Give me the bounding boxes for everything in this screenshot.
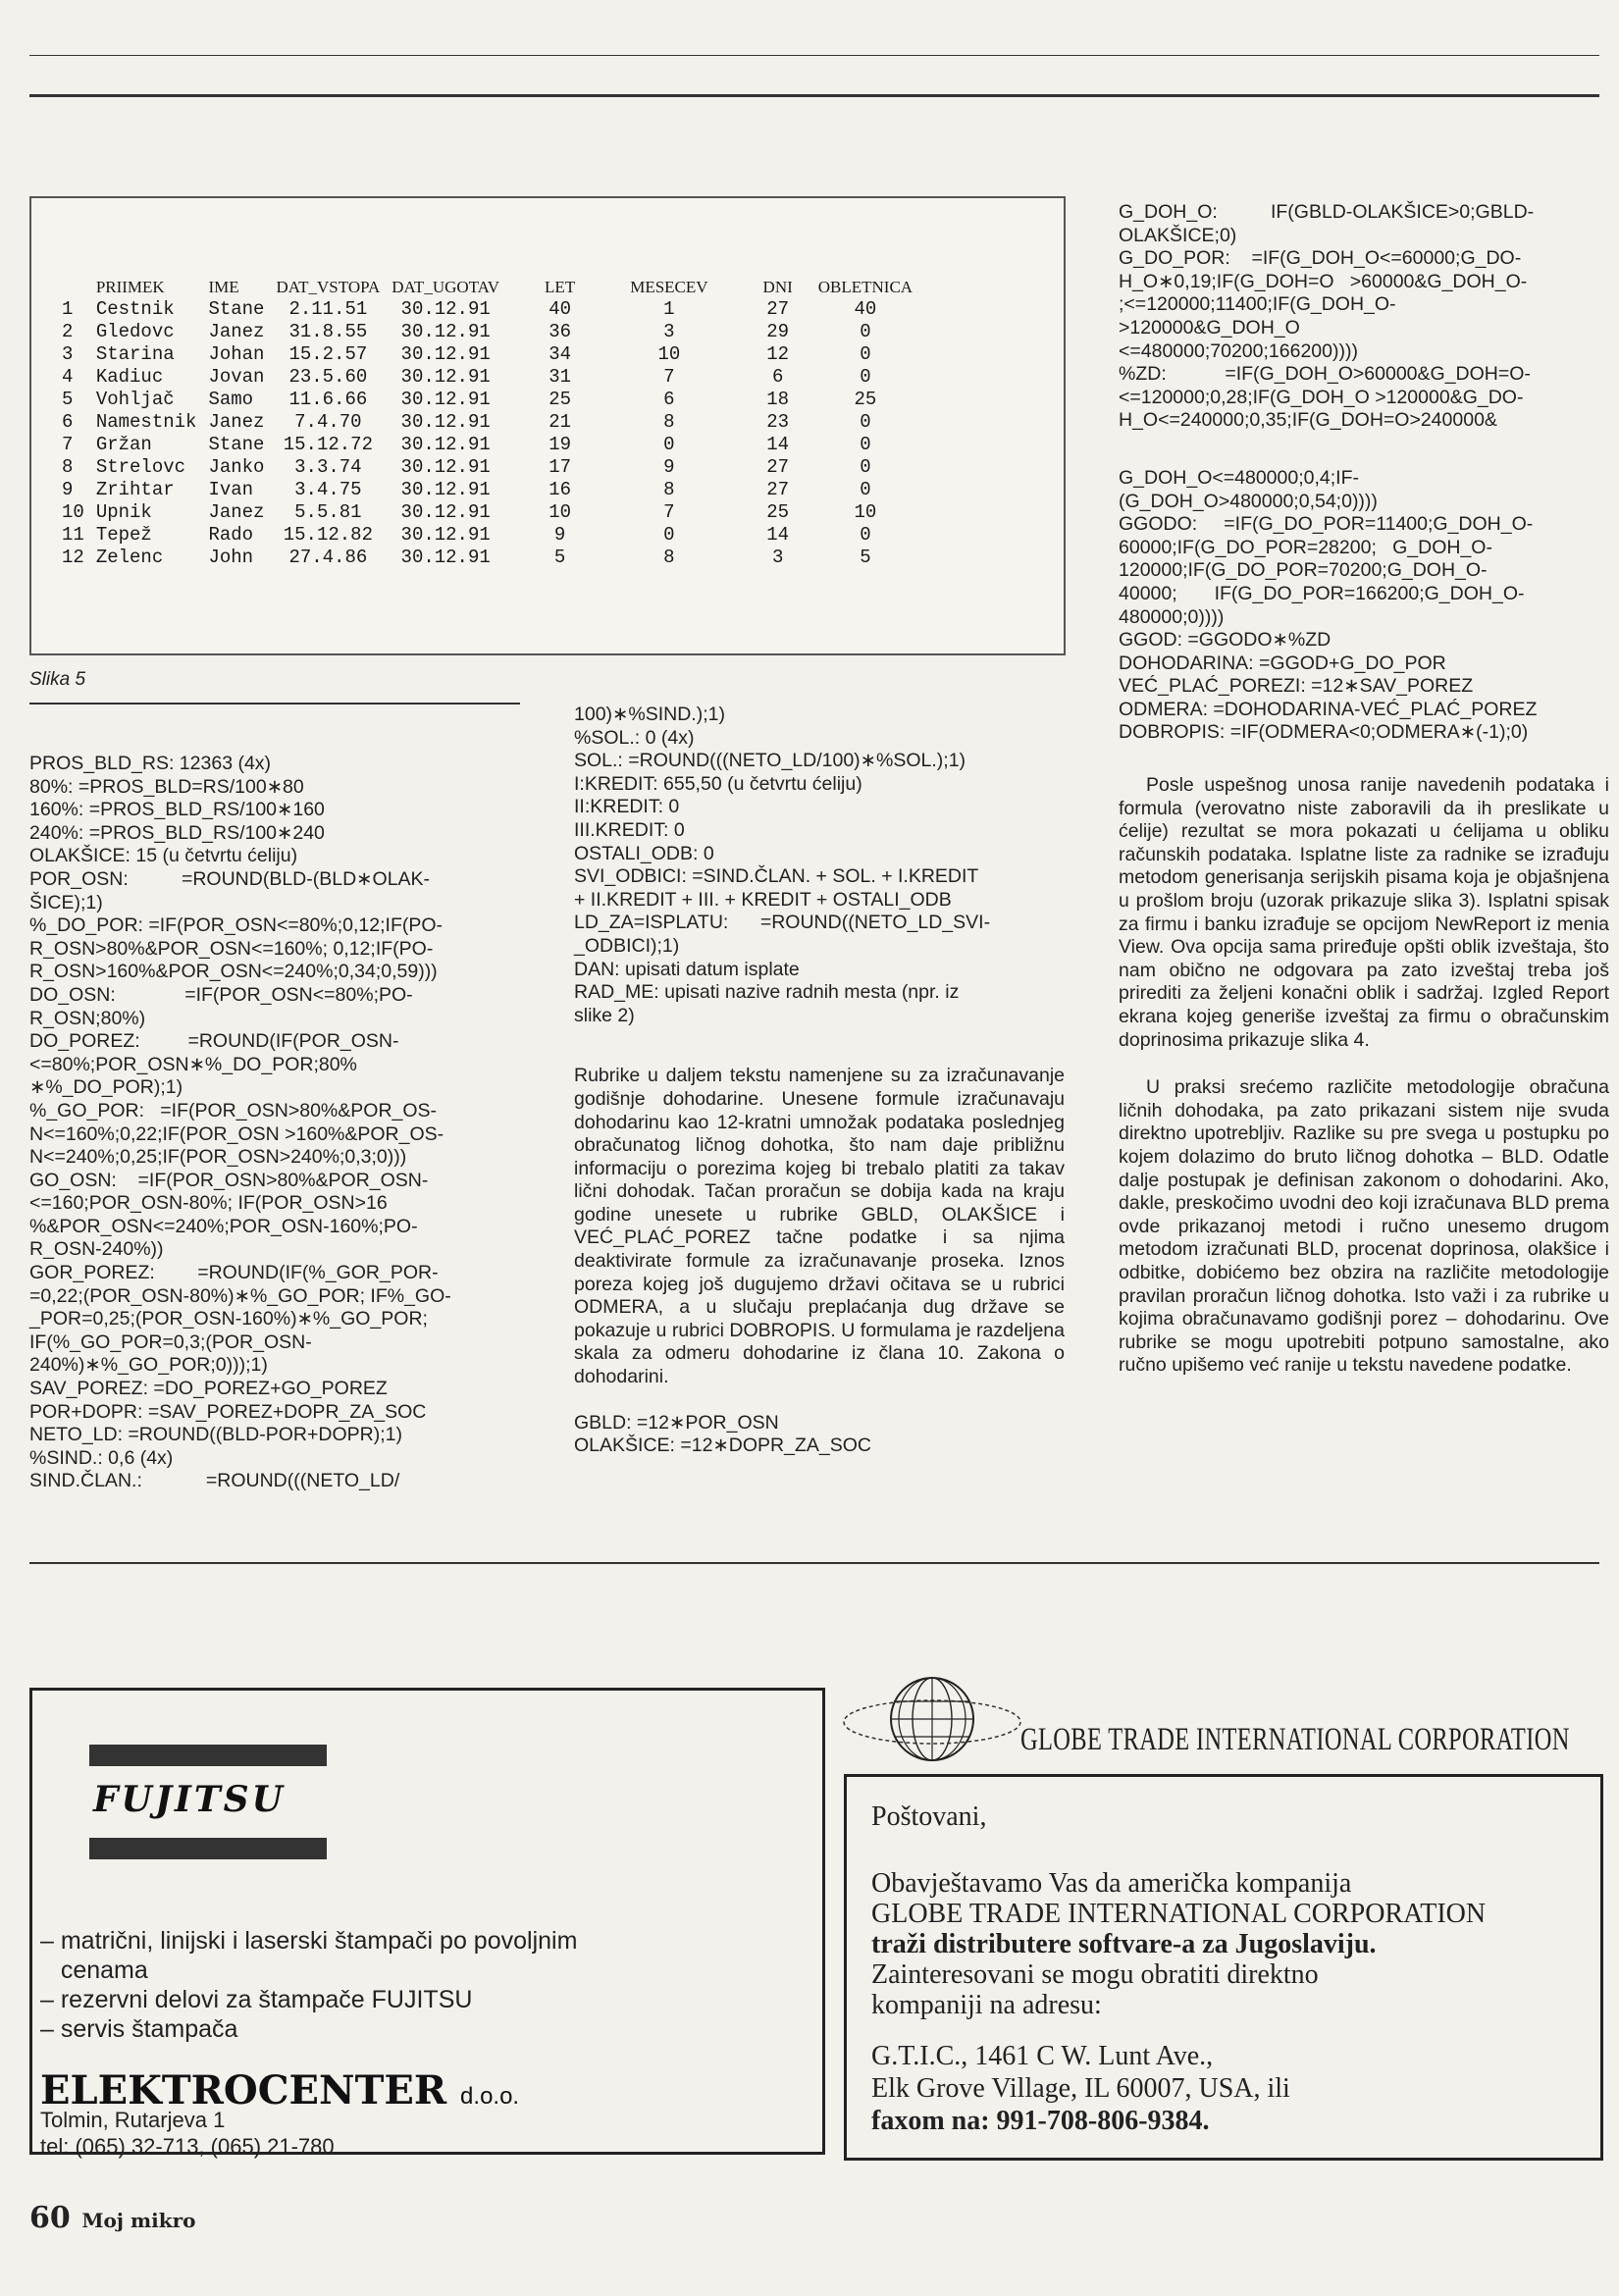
table-cell: 7 [663, 501, 675, 523]
table-cell: 10 [657, 343, 681, 365]
table-cell: Zrihtar [95, 479, 175, 500]
col-header-mesecev: MESECEV [630, 278, 708, 296]
table-row [56, 524, 918, 547]
formula-line: G_DOH_O: IF(GBLD-OLAKŠICE>0;GBLD- [1119, 201, 1535, 223]
formula-line: ∗%_DO_POR);1) [29, 1076, 183, 1099]
table-row [56, 501, 918, 524]
formula-line: %_DO_POR: =IF(POR_OSN<=80%;0,12;IF(PO- [29, 914, 444, 937]
table-cell: 6 [663, 389, 675, 410]
table-cell: 8 [663, 411, 675, 433]
table-cell: 3.3.74 [294, 456, 362, 478]
globe-address-1: G.T.I.C., 1461 C W. Lunt Ave., [871, 2041, 1214, 2071]
formula-line: PROS_BLD_RS: 12363 (4x) [29, 753, 272, 774]
table-cell: 40 [854, 298, 877, 320]
elektrocenter-phone: tel: (065) 32-713, (065) 21-780 [40, 2134, 335, 2159]
formula-line: <=120000;0,28;IF(G_DOH_O >120000&G_DO- [1119, 386, 1524, 408]
elektrocenter-name [40, 2067, 519, 2113]
formula-line: ODMERA: =DOHODARINA-VEĆ_PLAĆ_POREZ [1119, 698, 1538, 720]
formula-line: DOBROPIS: =IF(ODMERA<0;ODMERA∗(-1);0) [1119, 721, 1529, 744]
table-cell: 0 [860, 479, 871, 500]
formula-line: R_OSN>160%&POR_OSN<=240%;0,34;0,59))) [29, 961, 438, 983]
table-cell: 8 [663, 479, 675, 500]
table-cell: 23.5.60 [288, 366, 368, 388]
table-cell: Upnik [95, 501, 152, 523]
formula-line: 40000; IF(G_DO_POR=166200;G_DOH_O- [1119, 582, 1525, 604]
column-3-paragraph-1: Posle uspešnog unosa ranije navedenih podataka i formula (verovatno niste zaboravili da ih preslikate u ćelije) rezultat se mora pokazati u ćelijama u obliku računskih podataka. Isplatne liste za radnike se izrađuju metodom generisanja serijskih pisama koja je objašnjena u prošlom broju (uzorak prikazuje slika 3). Isplatni spisak za firmu i banku izrađuje se opcijom NewReport iz menia View. Ova opcija sama priređuje opšti oblik izveštaja, što nam obično ne odgovara pa zato izveštaj treba još prirediti za željeni konačni oblik i sadržaj. Izgled Report ekrana kojeg generiše izveštaj za firmu o obračunskim doprinosima prikazuje slika 4. [1119, 774, 1615, 1051]
table-cell: 14 [766, 524, 790, 546]
table-cell: Namestnik [95, 411, 197, 433]
formula-line: >120000&G_DOH_O [1119, 316, 1300, 339]
table-cell: 5 [860, 547, 871, 568]
formula-line: POR_OSN: =ROUND(BLD-(BLD∗OLAK- [29, 867, 431, 890]
table-cell: 0 [663, 524, 675, 546]
column-3 [1119, 201, 1615, 1378]
formula-line: GGOD: =GGODO∗%ZD [1119, 629, 1332, 652]
formula-line: + II.KREDIT + III. + KREDIT + OSTALI_ODB [574, 888, 952, 911]
globe-body [871, 1868, 1588, 2020]
formula-line: OLAKŠICE;0) [1119, 224, 1237, 246]
table-figure [29, 196, 1066, 655]
elektrocenter-address: Tolmin, Rutarjeva 1 [40, 2108, 226, 2132]
table-cell: 30.12.91 [400, 456, 491, 478]
formula-line: I:KREDIT: 655,50 (u četvrtu ćeliju) [574, 772, 862, 795]
table-cell: 3 [663, 321, 675, 342]
formula-line: 480000;0)))) [1119, 605, 1225, 628]
formula-line: H_O<=240000;0,35;IF(G_DOH=O>240000& [1119, 409, 1497, 432]
table-cell: 30.12.91 [400, 524, 491, 546]
top-rule-thin [29, 55, 1599, 56]
table-cell: Gledovc [95, 321, 175, 342]
formula-line: G_DOH_O<=480000;0,4;IF- [1119, 466, 1359, 489]
table-cell: 30.12.91 [400, 547, 491, 568]
table-cell: 25 [854, 389, 877, 410]
formula-line: _POR=0,25;(POR_OSN-160%)∗%_GO_POR; [29, 1308, 428, 1331]
table-cell: 8 [663, 547, 675, 568]
column-3-paragraph-2: U praksi srećemo različite metodologije obračuna ličnih dohodaka, pa zato prikazani sistem nije svuda direktno upotrebljiv. Razlike su pre svega u postupku po kojem dolazimo do bruto ličnog dohotka – BLD. Odatle dalje postupak je definisan zakonom o dohodarini. Ako, dakle, preskočimo uvodni deo koji izračunava BLD prema ovde prikazanoj metodi i ručno unesemo drugom metodom izračunati BLD, procenat doprinosa, olakšice i odbitke, dobićemo bez obzira na različite metodologije pravilan proračun ličnog dohotka. Isto važi i za rubrike u kojima obračunavamo godišnji porez – dohodarinu. Ove rubrike se mogu upotrebiti potpuno samostalne, ako ručno upišemo već ranije u tekstu navedene podatke. [1119, 1076, 1615, 1377]
formula-line: R_OSN-240%)) [29, 1238, 164, 1261]
column-2 [574, 704, 1071, 1458]
table-cell: 30.12.91 [400, 366, 491, 388]
table-cell: 30.12.91 [400, 321, 491, 342]
formula-line: 100)∗%SIND.);1) [574, 704, 725, 725]
table-cell: 40 [548, 298, 572, 320]
table-row [56, 366, 918, 389]
table-row [56, 411, 918, 434]
formula-line: DOHODARINA: =GGOD+G_DO_POR [1119, 652, 1446, 674]
col-header-index [56, 277, 90, 298]
formula-line: H_O∗0,19;IF(G_DOH=O >60000&G_DOH_O- [1119, 270, 1528, 292]
table-cell: 30.12.91 [400, 501, 491, 523]
formula-line: R_OSN;80%) [29, 1007, 146, 1029]
table-cell: 4 [62, 366, 74, 388]
column-2-paragraph: Rubrike u daljem tekstu namenjene su za izračunavanje godišnje dohodarine. Unesene formule izračunavaju dohodarinu kao 12-kratni umnožak podataka poslednjeg obračunatog ličnog dohotka, što nam daje približnu informaciju o porezima kojeg bi trebalo platiti za takav lični dohodak. Tačan proračun se dobija kada na kraju godine unesete u rubrike GBLD, OLAKŠICE i VEĆ_PLAĆ_POREZ tačne podatke i sa njima deaktivirate formule za izračunavanje proseka. Iznos poreza kojeg još dugujemo državi očitava se u rubrici ODMERA, a u slučaju preplaćanja dug države se pokazuje u rubrici DOBROPIS. U formulama je razdeljena skala za odmeru dohodarine iz člana 10. Zakona o dohodarini. [574, 1065, 1071, 1388]
table-cell: 15.12.82 [283, 524, 373, 546]
table-cell: 25 [548, 389, 572, 410]
table-cell: 1 [663, 298, 675, 320]
table-cell: 27 [766, 479, 790, 500]
table-cell: 9 [553, 524, 566, 546]
formula-line: 80%: =PROS_BLD=RS/100∗80 [29, 775, 304, 798]
table-cell: 0 [860, 456, 871, 478]
formula-line: GBLD: =12∗POR_OSN [574, 1411, 779, 1434]
col-header-dat-ugotav: DAT_UGOTAV [392, 278, 500, 296]
table-cell: Cestnik [95, 298, 175, 320]
formula-line: 120000;IF(G_DO_POR=70200;G_DOH_O- [1119, 559, 1488, 582]
fujitsu-ad [29, 1688, 825, 2159]
table-cell: 10 [62, 501, 84, 523]
table-cell: Ivan [208, 479, 254, 500]
col-header-dni: DNI [762, 278, 793, 296]
table-cell: 30.12.91 [400, 434, 491, 455]
table-cell: 10 [854, 501, 877, 523]
formula-line: SAV_POREZ: =DO_POREZ+GO_POREZ [29, 1378, 388, 1400]
formula-line: (G_DOH_O>480000;0,54;0)))) [1119, 490, 1378, 512]
table-cell: 27 [766, 456, 790, 478]
formula-line: NETO_LD: =ROUND((BLD-POR+DOPR);1) [29, 1424, 402, 1446]
column-3-formulas-b [1119, 467, 1609, 745]
formula-line: 160%: =PROS_BLD_RS/100∗160 [29, 799, 325, 821]
table-row [56, 479, 918, 501]
table-cell: Janko [208, 456, 265, 478]
table-cell: 15.12.72 [283, 434, 373, 455]
table-cell: 30.12.91 [400, 411, 491, 433]
table-cell: 2.11.51 [288, 298, 368, 320]
formula-line: RAD_ME: upisati nazive radnih mesta (npr. iz [574, 981, 960, 1004]
formula-line: %SOL.: 0 (4x) [574, 726, 695, 749]
formula-line: _ODBICI);1) [574, 934, 680, 957]
table-cell: Stane [208, 434, 265, 455]
formula-line: =0,22;(POR_OSN-80%)∗%_GO_POR; IF%_GO- [29, 1284, 451, 1307]
formula-line: OLAKŠICE: 15 (u četvrtu ćeliju) [29, 845, 298, 867]
table-cell: 5.5.81 [294, 501, 362, 523]
formula-line: IF(%_GO_POR=0,3;(POR_OSN- [29, 1331, 312, 1353]
table-cell: 8 [62, 456, 74, 478]
formula-line: G_DO_POR: =IF(G_DOH_O<=60000;G_DO- [1119, 247, 1522, 270]
table-cell: 0 [860, 411, 871, 433]
table-cell: 9 [62, 479, 74, 500]
formula-line: 240%: =PROS_BLD_RS/100∗240 [29, 821, 325, 844]
table-cell: 0 [860, 321, 871, 342]
formula-line: %SIND.: 0,6 (4x) [29, 1446, 174, 1469]
table-cell: 0 [860, 366, 871, 388]
globe-greeting: Poštovani, [871, 1801, 987, 1832]
formula-line: DO_OSN: =IF(POR_OSN<=80%;PO- [29, 983, 413, 1006]
globe-address [871, 2040, 1588, 2137]
top-rule-thick [29, 94, 1599, 97]
table-cell: 12 [62, 547, 84, 568]
table-cell: Stane [208, 298, 265, 320]
table-row [56, 547, 918, 569]
table-cell: 0 [860, 343, 871, 365]
table-cell: 30.12.91 [400, 389, 491, 410]
fujitsu-bar-bottom [89, 1838, 327, 1859]
formula-line: R_OSN>80%&POR_OSN<=160%; 0,12;IF(PO- [29, 937, 434, 960]
table-cell: 25 [766, 501, 790, 523]
table-row [56, 456, 918, 479]
table-cell: 0 [860, 434, 871, 455]
formula-line: GOR_POREZ: =ROUND(IF(%_GOR_POR- [29, 1262, 439, 1284]
col-header-ime: IME [208, 278, 239, 296]
table-cell: Zelenc [95, 547, 164, 568]
globe-line-2: GLOBE TRADE INTERNATIONAL CORPORATION [871, 1899, 1487, 1929]
table-cell: 9 [663, 456, 675, 478]
globe-ad [844, 1774, 1603, 2161]
formula-line: 60000;IF(G_DO_POR=28200; G_DOH_O- [1119, 536, 1492, 558]
formula-line: ;<=120000;11400;IF(G_DOH_O- [1119, 293, 1396, 316]
table-cell: 3 [771, 547, 784, 568]
column-3-formulas-a [1119, 201, 1609, 433]
formula-line: III.KREDIT: 0 [574, 818, 685, 841]
table-cell: Starina [95, 343, 175, 365]
table-cell: 27 [766, 298, 790, 320]
figure-caption: Slika 5 [29, 669, 86, 690]
table-cell: 18 [766, 389, 790, 410]
table-cell: 12 [766, 343, 790, 365]
table-cell: 7 [663, 366, 675, 388]
globe-fax: faxom na: 991-708-806-9384. [871, 2106, 1210, 2136]
page-footer [29, 2201, 196, 2235]
fujitsu-item: cenama [40, 1957, 148, 1984]
table-row [56, 298, 918, 321]
globe-bold-line: traži distributere softvare-a za Jugoslaviju. [871, 1929, 1377, 1959]
formula-line: <=80%;POR_OSN∗%_DO_POR;80% [29, 1053, 357, 1075]
table-row [56, 434, 918, 456]
formula-line: LD_ZA=ISPLATU: =ROUND((NETO_LD_SVI- [574, 912, 991, 934]
table-cell: 0 [663, 434, 675, 455]
globe-address-2: Elk Grove Village, IL 60007, USA, ili [871, 2073, 1290, 2104]
formula-line: N<=160%;0,22;IF(POR_OSN >160%&POR_OS- [29, 1122, 444, 1145]
col-header-priimek: PRIIMEK [95, 278, 165, 296]
table-cell: 6 [771, 366, 784, 388]
table-cell: Kadiuc [95, 366, 164, 388]
table-cell: 15.2.57 [288, 343, 368, 365]
table-row [56, 321, 918, 343]
globe-line-1: Obavještavamo Vas da američka kompanija [871, 1868, 1352, 1899]
column-1-formulas [29, 753, 530, 1493]
table-row [56, 343, 918, 366]
table-cell: 30.12.91 [400, 343, 491, 365]
formula-line: II:KREDIT: 0 [574, 796, 680, 818]
table-cell: 27.4.86 [288, 547, 368, 568]
table-cell: 11 [62, 524, 84, 546]
formula-line: SIND.ČLAN.: =ROUND(((NETO_LD/ [29, 1470, 400, 1492]
table-cell: 5 [62, 389, 74, 410]
col-header-dat-vstopa: DAT_VSTOPA [276, 278, 381, 296]
formula-line: <=480000;70200;166200)))) [1119, 339, 1358, 362]
table-cell: Jovan [208, 366, 265, 388]
fujitsu-logo: FUJITSU [93, 1779, 287, 1820]
table-cell: Samo [208, 389, 254, 410]
col-header-obletnica: OBLETNICA [817, 278, 914, 296]
table-cell: 30.12.91 [400, 298, 491, 320]
table-cell: 5 [553, 547, 566, 568]
table-cell: 11.6.66 [288, 389, 368, 410]
table-cell: Janez [208, 411, 265, 433]
table-header-row [56, 277, 918, 298]
table-cell: 19 [548, 434, 572, 455]
fujitsu-bar-top [89, 1745, 327, 1766]
table-cell: 17 [548, 456, 572, 478]
column-2-formulas [574, 704, 1065, 1027]
globe-heading: GLOBE TRADE INTERNATIONAL CORPORATION [1020, 1722, 1570, 1757]
table-cell: 36 [548, 321, 572, 342]
page-number: 60 [29, 2201, 71, 2235]
table-cell: 29 [766, 321, 790, 342]
table-cell: Gržan [95, 434, 152, 455]
table-cell: 23 [766, 411, 790, 433]
formula-line: DAN: upisati datum isplate [574, 958, 800, 980]
table-cell: Rado [208, 524, 254, 546]
table-cell: 1 [62, 298, 74, 320]
caption-rule [29, 703, 520, 704]
globe-line-4: kompaniji na adresu: [871, 1990, 1102, 2020]
ads-separator [29, 1562, 1599, 1564]
formula-line: %&POR_OSN<=240%;POR_OSN-160%;PO- [29, 1215, 418, 1237]
formula-line: %ZD: =IF(G_DOH_O>60000&G_DOH=O- [1119, 363, 1531, 386]
table-cell: 14 [766, 434, 790, 455]
formula-line: %_GO_POR: =IF(POR_OSN>80%&POR_OS- [29, 1099, 438, 1122]
formula-line: <=160;POR_OSN-80%; IF(POR_OSN>16 [29, 1192, 388, 1215]
table-cell: Janez [208, 501, 265, 523]
formula-line: 240%)∗%_GO_POR;0)));1) [29, 1354, 268, 1377]
formula-line: OLAKŠICE: =12∗DOPR_ZA_SOC [574, 1435, 871, 1457]
table-cell: Tepež [95, 524, 152, 546]
globe-icon [839, 1668, 1025, 1776]
table-cell: 31 [548, 366, 572, 388]
formula-line: POR+DOPR: =SAV_POREZ+DOPR_ZA_SOC [29, 1400, 427, 1423]
fujitsu-items [40, 1926, 806, 2044]
formula-line: OSTALI_ODB: 0 [574, 842, 714, 864]
magazine-name: Moj mikro [81, 2209, 196, 2232]
formula-line: GO_OSN: =IF(POR_OSN>80%&POR_OSN- [29, 1169, 429, 1191]
elektrocenter-company: ELEKTROCENTER [40, 2067, 447, 2113]
table-cell: Strelovc [95, 456, 186, 478]
table-cell: 34 [548, 343, 572, 365]
table-cell: 3 [62, 343, 74, 365]
table-cell: 3.4.75 [294, 479, 362, 500]
table-cell: 7.4.70 [294, 411, 362, 433]
col-header-let: LET [545, 278, 576, 296]
table-cell: Johan [208, 343, 265, 365]
table-row [56, 389, 918, 411]
table-cell: 2 [62, 321, 74, 342]
table-cell: Janez [208, 321, 265, 342]
table-cell: John [208, 547, 254, 568]
fujitsu-item: – matrični, linijski i laserski štampači po povoljnim [40, 1927, 578, 1955]
formula-line: DO_POREZ: =ROUND(IF(POR_OSN- [29, 1030, 399, 1053]
formula-line: VEĆ_PLAĆ_POREZI: =12∗SAV_POREZ [1119, 675, 1474, 698]
table-cell: 0 [860, 524, 871, 546]
table-cell: 31.8.55 [288, 321, 368, 342]
table-cell: 7 [62, 434, 74, 455]
formula-line: ŠICE);1) [29, 891, 103, 913]
table-cell: 10 [548, 501, 572, 523]
elektrocenter-suffix: d.o.o. [460, 2083, 520, 2110]
table-cell: 16 [548, 479, 572, 500]
formula-line: slike 2) [574, 1004, 635, 1026]
table-cell: 6 [62, 411, 74, 433]
formula-line: SOL.: =ROUND(((NETO_LD/100)∗%SOL.);1) [574, 750, 966, 772]
employee-table [56, 277, 918, 569]
formula-line: SVI_ODBICI: =SIND.ČLAN. + SOL. + I.KREDIT [574, 865, 979, 888]
table-cell: Vohljač [95, 389, 175, 410]
column-2-tail-formulas [574, 1412, 1065, 1458]
table-cell: 21 [548, 411, 572, 433]
fujitsu-item: – servis štampača [40, 2015, 238, 2043]
fujitsu-item: – rezervni delovi za štampače FUJITSU [40, 1986, 473, 2013]
globe-line-3: Zainteresovani se mogu obratiti direktno [871, 1959, 1319, 1990]
table-cell: 30.12.91 [400, 479, 491, 500]
formula-line: N<=240%;0,25;IF(POR_OSN>240%;0,3;0))) [29, 1146, 407, 1169]
formula-line: GGODO: =IF(G_DO_POR=11400;G_DOH_O- [1119, 513, 1534, 536]
